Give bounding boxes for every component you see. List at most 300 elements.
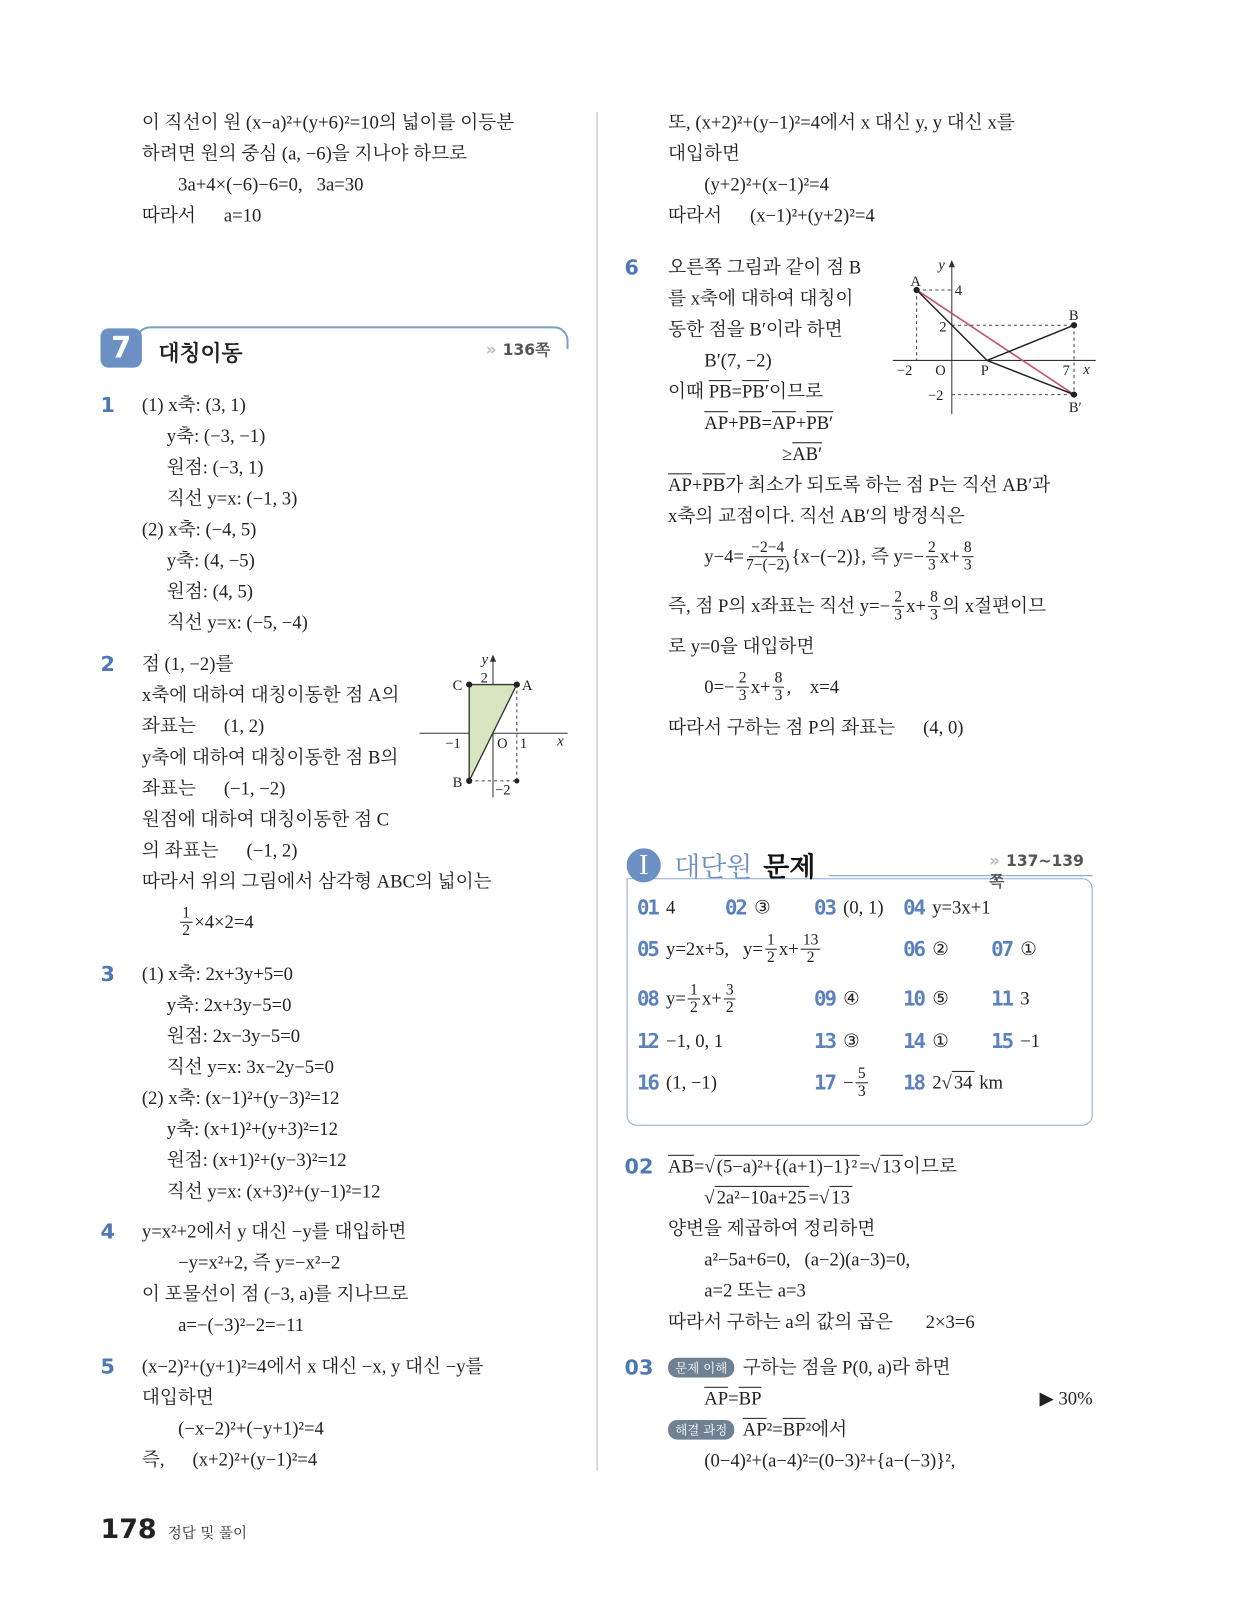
text-line <box>142 958 381 989</box>
solution-line <box>668 1445 1093 1476</box>
fraction <box>892 589 904 623</box>
text: 원점: 2x−3y−5=0 <box>166 1025 301 1047</box>
text-line <box>142 107 514 138</box>
step-badge: 해결 과정 <box>668 1419 734 1439</box>
answer-item <box>637 887 675 928</box>
y-label: y <box>938 257 945 274</box>
text: 이때 <box>668 381 709 402</box>
text: x+ <box>750 676 771 698</box>
text: 4 <box>666 896 676 918</box>
overline-segment: $\overline{AP}$ <box>771 412 796 433</box>
text: + <box>691 474 703 496</box>
numerator: 8 <box>962 539 974 557</box>
text: 로 y=0을 대입하면 <box>668 635 815 657</box>
text-line <box>142 607 308 638</box>
text: = <box>731 381 743 402</box>
answer-item <box>903 928 949 969</box>
denominator: 2 <box>182 922 191 939</box>
text: = <box>761 412 772 433</box>
text: 대입하면 <box>141 1386 214 1408</box>
text-line <box>668 662 1050 712</box>
text-line <box>142 169 514 200</box>
text-line <box>142 1216 409 1247</box>
answer-value <box>932 988 949 1010</box>
text-line <box>142 1444 484 1475</box>
chevron-icon: » <box>485 339 497 360</box>
text: 원점에 대하여 대칭이동한 점 C <box>141 808 390 830</box>
text: 즉, 점 P의 x좌표는 직선 y=− <box>668 595 891 617</box>
footer-label: 정답 및 풀이 <box>167 1525 248 1543</box>
answer-item <box>903 887 990 928</box>
y-label: y <box>481 651 489 668</box>
text: 의 x절편이므 <box>942 595 1047 617</box>
text: x+ <box>906 595 926 617</box>
right-intro <box>668 107 1015 231</box>
text: −1 <box>1020 1030 1041 1051</box>
numerator: −2−4 <box>749 539 786 557</box>
text: 따라서 (x−1)²+(y+2)²=4 <box>668 205 875 226</box>
denominator: 3 <box>963 556 972 574</box>
text-line <box>668 581 1050 631</box>
answer-number: 14 <box>903 1028 924 1054</box>
text: = <box>859 1155 870 1177</box>
answer-number: 13 <box>814 1028 835 1054</box>
denominator: 2 <box>767 949 775 966</box>
answer-value <box>666 896 675 918</box>
text: x축의 교점이다. 직선 AB′의 방정식은 <box>668 505 965 527</box>
text-line <box>668 1213 975 1244</box>
answer-number: 17 <box>814 1069 835 1095</box>
score-percent: ▶ 30% <box>1039 1387 1093 1409</box>
overline-segment: PB′ <box>742 381 769 402</box>
text-line <box>142 138 514 169</box>
text: 의 좌표는 (−1, 2) <box>141 839 298 861</box>
answer-item <box>814 1020 860 1061</box>
square-root <box>704 1151 859 1182</box>
text: (2) x축: (x−1)²+(y−3)²=12 <box>141 1087 340 1109</box>
overline-segment: $\overline{AP}$ <box>704 412 729 433</box>
denominator: 3 <box>927 556 936 574</box>
label-c: C <box>452 677 463 694</box>
figure-shortest-path <box>886 249 1103 420</box>
radical-sign: √ <box>941 1071 952 1093</box>
answer-value <box>932 1071 1003 1093</box>
label-b: B <box>452 775 463 792</box>
text-line <box>668 469 1050 500</box>
label-p: P <box>980 362 989 379</box>
answer-item <box>814 1062 870 1103</box>
answer-number: 04 <box>903 894 924 920</box>
text-line <box>668 1151 975 1182</box>
text-line <box>142 835 492 866</box>
answer-number: 09 <box>814 985 835 1011</box>
label-a: A <box>521 677 533 694</box>
text: y축: (4, −5) <box>166 549 255 571</box>
text-line <box>668 1244 975 1275</box>
denominator: 2 <box>806 949 815 966</box>
text-line <box>142 452 308 483</box>
overline-segment: $\overline{PB}$ <box>708 381 732 402</box>
numerator: 1 <box>688 981 700 999</box>
text: 따라서 구하는 a의 값의 곱은 2×3=6 <box>668 1311 975 1332</box>
denominator: 2 <box>725 998 734 1016</box>
solution-line <box>668 1383 1093 1414</box>
text: (1, −1) <box>666 1071 717 1093</box>
text: a=2 또는 a=3 <box>704 1280 806 1301</box>
radicand: 34 <box>952 1070 975 1092</box>
denominator: 3 <box>894 606 903 623</box>
solution-02 <box>668 1151 975 1337</box>
text: ③ <box>754 896 771 918</box>
fraction <box>856 1065 868 1099</box>
radicand: 13 <box>880 1155 903 1177</box>
answer-item <box>991 928 1037 969</box>
overline-segment: $\overline{BP}$ <box>738 1387 762 1409</box>
answer-value <box>666 1030 723 1052</box>
denominator: 7−(−2) <box>746 556 790 574</box>
answer-value <box>666 932 823 966</box>
text: a²−5a+6=0, (a−2)(a−3)=0, <box>704 1249 911 1270</box>
text-line <box>668 138 1015 169</box>
answer-number: 18 <box>903 1069 924 1095</box>
label-b-prime: B′ <box>1068 400 1082 417</box>
text: 0=− <box>704 676 735 698</box>
label-a: A <box>910 273 921 290</box>
page-reference <box>989 850 1093 891</box>
text: , x=4 <box>786 676 840 698</box>
fraction <box>773 670 785 704</box>
text-line <box>142 576 308 607</box>
figure-triangle-abc <box>414 647 580 802</box>
page-reference-text: 136쪽 <box>502 340 551 360</box>
text: y=3x+1 <box>932 896 991 918</box>
text-line <box>142 1176 381 1207</box>
point-c <box>466 681 472 687</box>
answer-item <box>903 978 949 1019</box>
tick-4: 4 <box>954 283 963 300</box>
text: x+ <box>939 545 960 567</box>
text-line <box>142 1382 484 1413</box>
text: y=2x+5, y= <box>666 937 763 959</box>
fraction <box>180 905 192 939</box>
text: y축에 대하여 대칭이동한 점 B의 <box>141 746 399 768</box>
tick-1: 1 <box>519 735 528 752</box>
text-line <box>142 1247 409 1278</box>
text: (1) x축: (3, 1) <box>141 394 246 416</box>
text-line <box>142 1351 484 1382</box>
text: 3a+4×(−6)−6=0, 3a=30 <box>178 173 364 195</box>
text: 2 <box>932 1071 942 1093</box>
section-title: 대칭이동 <box>158 340 243 366</box>
answer-item <box>725 887 771 928</box>
text: y축: 2x+3y−5=0 <box>166 994 292 1015</box>
text: y축: (x+1)²+(y+3)²=12 <box>166 1118 338 1140</box>
answer-value <box>1020 988 1029 1010</box>
text: 따라서 구하는 점 P의 좌표는 (4, 0) <box>668 716 964 738</box>
text-line <box>142 1278 409 1309</box>
denominator: 2 <box>690 998 698 1016</box>
answer-value <box>1020 1030 1040 1052</box>
text-line <box>668 200 1015 231</box>
text: (x−2)²+(y+1)²=4에서 x 대신 −x, y 대신 −y를 <box>141 1355 484 1377</box>
answer-value <box>754 896 771 918</box>
text: km <box>974 1071 1004 1093</box>
answer-item <box>637 1062 717 1103</box>
text-line <box>668 107 1015 138</box>
text-line <box>142 420 308 451</box>
radical-sign: √ <box>818 1186 830 1208</box>
answer-number: 07 <box>991 936 1012 962</box>
text-line <box>142 897 492 947</box>
tick-minus-2-x: −2 <box>896 362 913 379</box>
answer-value <box>1020 938 1037 960</box>
text: ① <box>932 1030 949 1051</box>
text-line <box>142 1413 484 1444</box>
fraction <box>962 539 974 573</box>
square-root <box>870 1151 903 1182</box>
text: 따라서 a=10 <box>141 205 262 226</box>
text: = <box>808 1186 819 1208</box>
text: ① <box>1020 937 1037 959</box>
text-line <box>142 804 492 835</box>
overline-segment: $\overline{AP}$ <box>704 1387 729 1409</box>
point-a <box>514 681 520 687</box>
text: ④ <box>843 987 860 1009</box>
tick-2: 2 <box>480 670 488 687</box>
solution-number: 03 <box>624 1354 654 1380</box>
square-root <box>704 1182 808 1213</box>
numerator: 1 <box>180 905 192 923</box>
text-line <box>668 500 1050 531</box>
unit-title-a: 대단원 <box>674 852 753 884</box>
text: ²= <box>766 1418 783 1440</box>
tick-2: 2 <box>939 319 947 336</box>
tick-minus-2: −2 <box>495 782 511 799</box>
text: = <box>728 1387 739 1409</box>
answer-item <box>903 1020 949 1061</box>
text: 직선 y=x: 3x−2y−5=0 <box>166 1056 334 1078</box>
square-root <box>819 1182 852 1213</box>
answer-item <box>637 978 738 1019</box>
text: = <box>693 1155 705 1177</box>
text: (1) x축: 2x+3y+5=0 <box>141 963 293 984</box>
text-line <box>142 200 514 231</box>
text: y= <box>666 987 686 1009</box>
line-text: 구하는 점을 P(0, a)라 하면 <box>742 1356 951 1378</box>
text-line <box>142 1113 381 1144</box>
answer-number: 08 <box>636 985 658 1011</box>
radicand: (5−a)²+{(a+1)−1}² <box>715 1155 860 1177</box>
problem-4 <box>142 1216 409 1340</box>
text-line <box>142 514 308 545</box>
page-reference <box>486 339 550 361</box>
answer-item <box>637 928 823 969</box>
text: 좌표는 (−1, −2) <box>141 777 286 799</box>
fraction <box>746 539 789 573</box>
page-number: 178 <box>100 1514 157 1546</box>
text: ²에서 <box>805 1418 848 1440</box>
overline-segment: $\overline{AP}$ <box>742 1418 767 1440</box>
text: + <box>728 412 739 433</box>
answer-number: 02 <box>724 894 746 920</box>
solution-line <box>668 1352 1093 1383</box>
text: 따라서 위의 그림에서 삼각형 ABC의 넓이는 <box>141 871 492 892</box>
point <box>514 778 519 783</box>
problem-number: 6 <box>624 254 639 280</box>
fraction <box>926 539 938 573</box>
text: 대입하면 <box>668 142 741 164</box>
text: 이 포물선이 점 (−3, a)를 지나므로 <box>141 1283 409 1304</box>
overline-segment: AB′ <box>792 443 823 464</box>
text: 3 <box>1020 987 1030 1009</box>
text-line <box>668 438 1050 469</box>
text: 원점: (4, 5) <box>166 581 253 602</box>
answer-value <box>932 896 990 918</box>
text-line <box>668 531 1050 581</box>
text-line <box>142 1082 381 1113</box>
radical-sign: √ <box>704 1155 715 1177</box>
text: + <box>795 412 807 433</box>
answer-value <box>843 896 883 918</box>
origin-label: O <box>935 362 946 379</box>
solution-number: 02 <box>624 1153 654 1179</box>
numerator: 2 <box>892 589 904 607</box>
x-label: x <box>557 733 564 750</box>
text-line <box>668 712 1050 743</box>
text: x+ <box>778 937 799 959</box>
fraction <box>928 589 940 623</box>
chevron-icon: » <box>989 850 1000 870</box>
answer-item <box>991 978 1029 1019</box>
text: ② <box>932 937 949 959</box>
point-b <box>466 778 472 784</box>
denominator: 3 <box>857 1082 866 1100</box>
text: (y+2)²+(x−1)²=4 <box>704 173 829 195</box>
problem-1 <box>142 389 308 638</box>
denominator: 3 <box>930 606 938 623</box>
column-divider <box>597 112 598 1471</box>
numerator: 13 <box>801 932 821 950</box>
text: ≥ <box>781 443 793 464</box>
origin-label: O <box>497 735 508 752</box>
numerator: 2 <box>737 670 749 688</box>
solution-03 <box>668 1352 1093 1476</box>
fraction <box>688 981 700 1015</box>
overline-segment: $\overline{AB}$ <box>668 1155 694 1177</box>
point-b-prime <box>1071 391 1077 397</box>
line-text: (0−4)²+(a−4)²=(0−3)²+{a−(−3)}², <box>704 1449 956 1471</box>
text-line <box>668 1275 975 1306</box>
overline-segment: $\overline{AP}$ <box>668 474 692 496</box>
problem-5 <box>142 1351 484 1475</box>
numerator: 1 <box>765 932 777 950</box>
radicand: 13 <box>829 1186 852 1208</box>
text: 오른쪽 그림과 같이 점 B <box>668 256 862 278</box>
answer-value <box>843 1065 870 1099</box>
text: 이므로 <box>902 1155 957 1177</box>
answer-value <box>843 1030 860 1052</box>
problem-number: 1 <box>100 392 115 418</box>
answer-number: 01 <box>636 894 658 920</box>
text: y−4= <box>704 545 744 567</box>
text: x축에 대하여 대칭이동한 점 A의 <box>141 684 400 706</box>
numerator: 2 <box>926 539 938 557</box>
text-line <box>142 866 492 897</box>
answer-number: 06 <box>903 936 924 962</box>
tick-minus-1: −1 <box>445 735 461 752</box>
text: 점 (1, −2)를 <box>141 653 234 675</box>
text-line <box>668 1182 975 1213</box>
text: x+ <box>701 987 722 1009</box>
problem-number: 4 <box>100 1219 115 1244</box>
denominator: 3 <box>774 687 783 704</box>
problem-number: 5 <box>100 1353 115 1379</box>
denominator: 3 <box>738 687 747 704</box>
tick-7: 7 <box>1062 362 1070 379</box>
label-b: B <box>1068 308 1079 325</box>
answer-value <box>666 981 738 1015</box>
radical-sign: √ <box>869 1155 881 1177</box>
text: 이 직선이 원 (x−a)²+(y+6)²=10의 넓이를 이등분 <box>141 111 515 133</box>
radicand: 2a²−10a+25 <box>715 1186 809 1208</box>
square-root <box>942 1071 975 1093</box>
text-line <box>142 1051 381 1082</box>
text: − <box>843 1071 854 1093</box>
text: (−x−2)²+(−y+1)²=4 <box>178 1417 324 1439</box>
arrow-icon <box>949 260 955 267</box>
answer-value <box>843 988 860 1010</box>
numerator: 8 <box>773 670 785 688</box>
fraction <box>737 670 749 704</box>
text: −y=x²+2, 즉 y=−x²−2 <box>178 1252 341 1273</box>
x-label: x <box>1083 361 1090 378</box>
fraction <box>724 981 736 1015</box>
step-badge: 문제 이해 <box>668 1357 734 1377</box>
text-line <box>142 1309 409 1340</box>
solution-line <box>668 1414 1093 1445</box>
problem-number: 3 <box>100 961 115 986</box>
overline-segment: $\overline{BP}$ <box>782 1418 806 1440</box>
text: 직선 y=x: (−1, 3) <box>166 487 298 509</box>
text: ×4×2=4 <box>194 911 254 933</box>
text: (0, 1) <box>843 896 884 918</box>
text-line <box>142 545 308 576</box>
text: B′(7, −2) <box>704 350 772 371</box>
text: 원점: (−3, 1) <box>166 456 264 478</box>
answer-number: 15 <box>991 1028 1012 1054</box>
text: 가 최소가 되도록 하는 점 P는 직선 AB′과 <box>725 474 1051 496</box>
unit-numeral: I <box>627 848 661 882</box>
overline-segment: $\overline{PB}$ <box>738 412 762 433</box>
problem-3 <box>142 958 381 1207</box>
text: ⑤ <box>932 987 949 1009</box>
answer-value <box>932 1030 949 1052</box>
text: ③ <box>843 1030 860 1051</box>
answer-item <box>814 978 860 1019</box>
page-reference-text: 137~139쪽 <box>989 851 1084 891</box>
text: {x−(−2)}, 즉 y=− <box>791 545 924 567</box>
text-line <box>142 989 381 1020</box>
text: 직선 y=x: (−5, −4) <box>166 612 308 633</box>
arrow-icon <box>490 655 496 662</box>
text-line <box>142 389 308 420</box>
answer-item <box>903 1062 1003 1103</box>
left-intro <box>142 107 514 231</box>
text: 동한 점을 B′이라 하면 <box>668 318 843 340</box>
answer-item <box>637 1020 723 1061</box>
answer-number: 16 <box>636 1069 658 1095</box>
tick-minus-2-y: −2 <box>927 387 944 404</box>
